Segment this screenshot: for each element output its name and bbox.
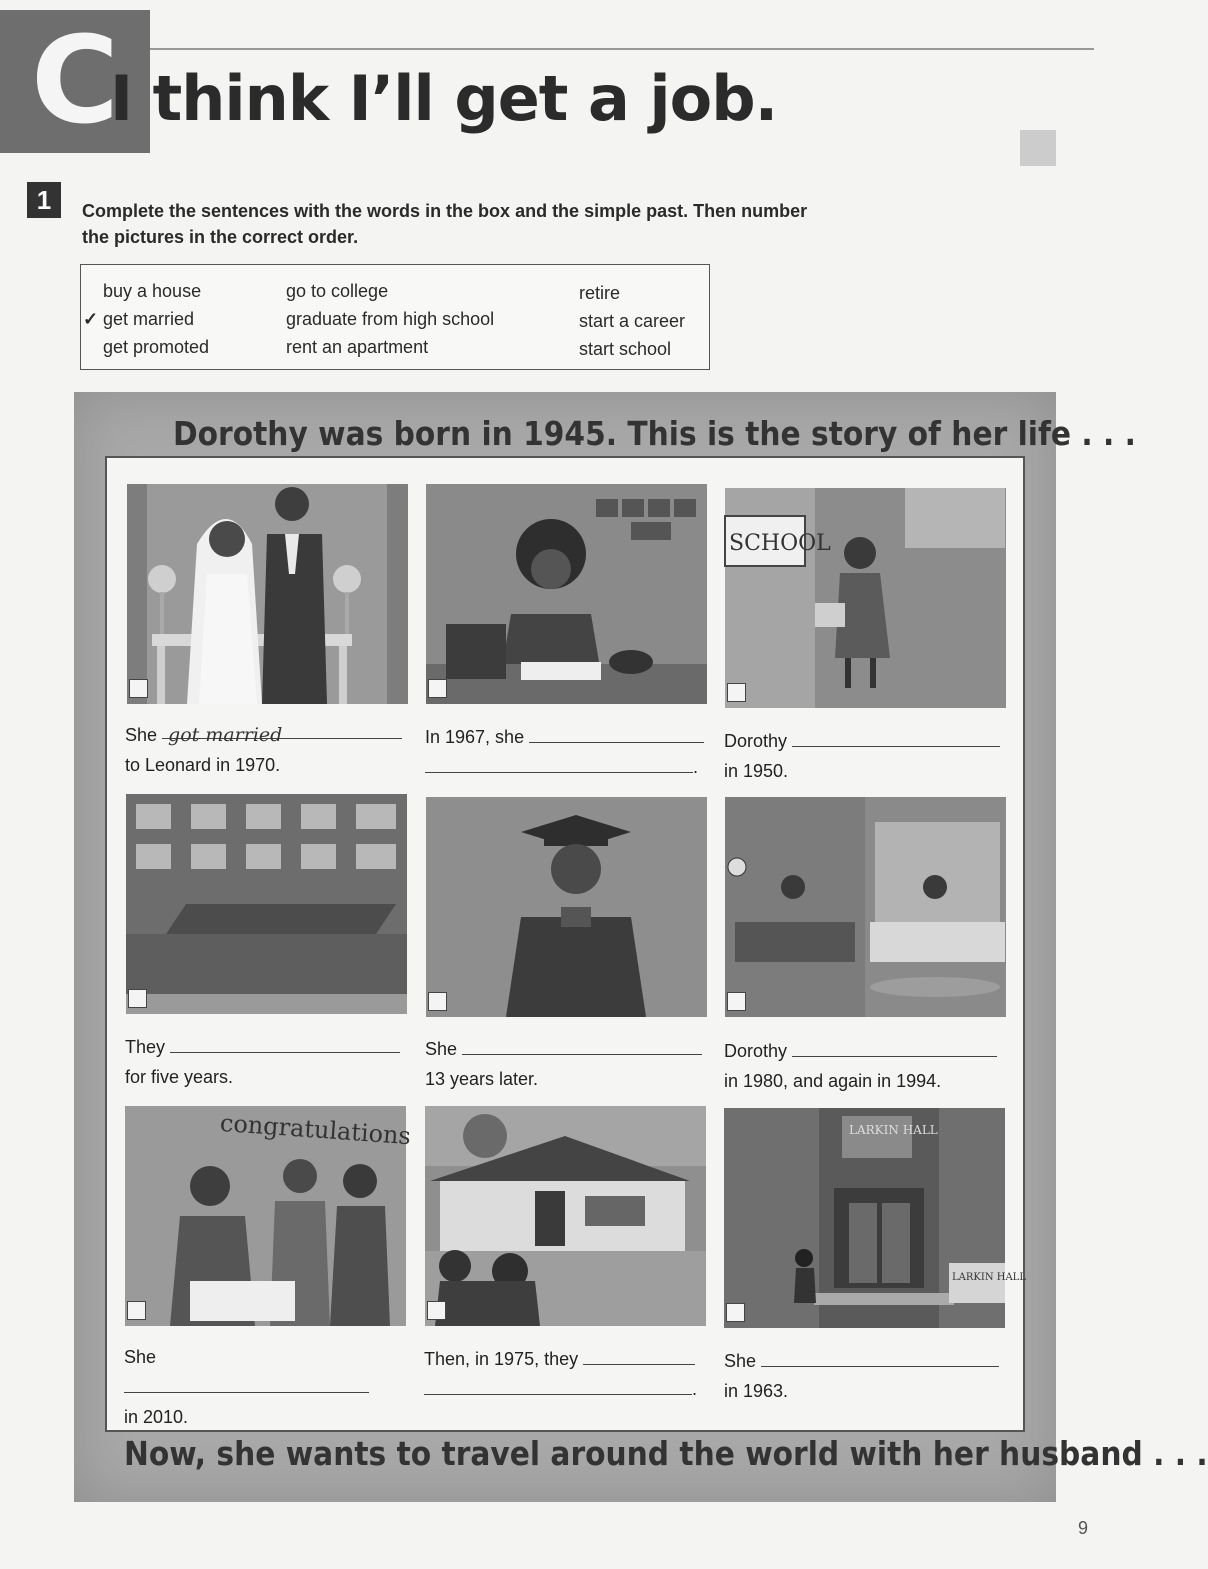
- congratulations-banner-text: congratulations: [219, 1108, 412, 1151]
- picture-graduation: [426, 797, 707, 1017]
- word-box-item: get promoted: [103, 337, 210, 357]
- exercise-number-badge: 1: [27, 182, 61, 218]
- picture-college: [724, 1108, 1026, 1328]
- caption-retirement: She in 2010.: [124, 1342, 406, 1432]
- answer-blank[interactable]: [792, 1038, 997, 1057]
- college-building-illustration: [724, 1108, 1026, 1328]
- page-title: I think I’ll get a job.: [110, 62, 778, 135]
- answer-blank[interactable]: [124, 1374, 369, 1393]
- house-illustration: [425, 1106, 706, 1326]
- caption-promotion: Dorothy in 1980, and again in 1994.: [724, 1036, 1006, 1096]
- picture-school: [725, 488, 1006, 708]
- order-checkbox[interactable]: [128, 989, 147, 1008]
- answer-blank[interactable]: [425, 754, 693, 773]
- picture-promotion: [725, 797, 1006, 1017]
- answer-blank[interactable]: [792, 728, 1000, 747]
- order-checkbox[interactable]: [727, 683, 746, 702]
- exercise-instructions: Complete the sentences with the words in the box and the simple past. Then number the pictures in the correct order.: [82, 201, 808, 247]
- answer-blank[interactable]: [529, 724, 704, 743]
- caption-house: Then, in 1975, they .: [424, 1344, 706, 1404]
- word-box-column-3: [579, 279, 685, 363]
- answer-blank[interactable]: [162, 720, 402, 746]
- answer-blank[interactable]: [424, 1376, 692, 1395]
- school-illustration: [725, 488, 1006, 708]
- word-box-column-2: [286, 277, 494, 361]
- word-box-item: retire: [579, 283, 621, 303]
- caption-college: She in 1963.: [724, 1346, 1006, 1406]
- story-footer: Now, she wants to travel around the world with her husband . . .: [124, 1434, 1208, 1473]
- apartment-building-illustration: [126, 794, 407, 1014]
- word-box-item-checked: ✓ get married: [103, 305, 209, 333]
- word-box-item: buy a house: [103, 281, 202, 301]
- top-rule: [150, 48, 1094, 50]
- caption-graduation: She 13 years later.: [425, 1034, 707, 1094]
- word-box-item: start a career: [579, 311, 686, 331]
- answer-blank[interactable]: [170, 1034, 400, 1053]
- caption-apartment: They for five years.: [125, 1032, 407, 1092]
- section-badge: C: [0, 10, 150, 153]
- picture-house: [425, 1106, 706, 1326]
- bleed-through-mark: [1020, 130, 1056, 166]
- story-heading: Dorothy was born in 1945. This is the story of her life . . .: [173, 414, 1136, 453]
- order-checkbox[interactable]: [427, 1301, 446, 1320]
- order-checkbox[interactable]: [127, 1301, 146, 1320]
- word-box-column-1: [83, 277, 210, 361]
- caption-school: Dorothy in 1950.: [724, 726, 1006, 786]
- answer-blank[interactable]: [583, 1346, 695, 1365]
- larkin-hall-sign-side: LARKIN HALL: [952, 1272, 1026, 1283]
- caption-wedding: She got married to Leonard in 1970.: [125, 720, 407, 780]
- word-box: [80, 264, 710, 370]
- answer-blank[interactable]: [761, 1348, 999, 1367]
- page-number: 9: [1078, 1518, 1089, 1538]
- graduation-illustration: [426, 797, 707, 1017]
- caption-career: In 1967, she .: [425, 722, 707, 782]
- larkin-hall-sign-top: LARKIN HALL: [849, 1123, 938, 1137]
- school-sign-text: SCHOOL: [729, 531, 831, 556]
- order-checkbox[interactable]: [428, 679, 447, 698]
- word-box-item: start school: [579, 339, 672, 359]
- wedding-illustration: [127, 484, 408, 704]
- order-checkbox[interactable]: [129, 679, 148, 698]
- order-checkbox[interactable]: [727, 992, 746, 1011]
- picture-apartment: [126, 794, 407, 1014]
- answer-blank[interactable]: [462, 1036, 702, 1055]
- office-career-illustration: [426, 484, 707, 704]
- answer-handwritten: got married: [168, 724, 283, 746]
- word-box-item: go to college: [286, 281, 389, 301]
- word-box-item: graduate from high school: [286, 309, 495, 329]
- word-box-item: rent an apartment: [286, 337, 429, 357]
- order-checkbox[interactable]: [726, 1303, 745, 1322]
- check-mark-icon: ✓: [83, 309, 99, 329]
- retirement-party-illustration: [125, 1106, 412, 1326]
- order-checkbox[interactable]: [428, 992, 447, 1011]
- picture-retirement: [125, 1106, 412, 1326]
- picture-wedding: [127, 484, 408, 704]
- picture-career: [426, 484, 707, 704]
- office-promotion-illustration: [725, 797, 1006, 1017]
